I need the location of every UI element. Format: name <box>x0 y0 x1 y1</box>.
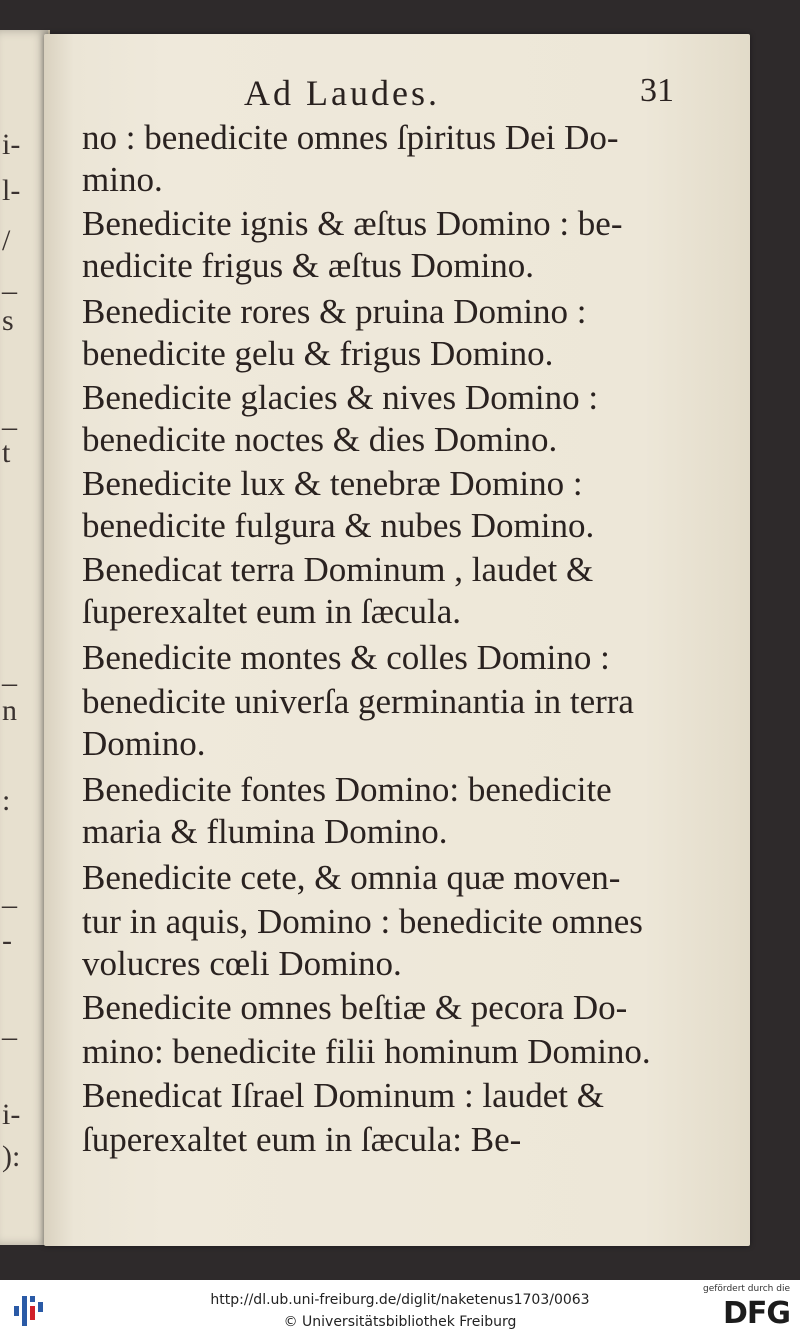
dfg-funding-note: gefördert durch die <box>703 1284 790 1294</box>
text-line: Benedicat Iſrael Dominum : laudet & <box>82 1076 604 1115</box>
text-line: Benedicite cete, & omnia quæ moven- <box>82 858 621 897</box>
edge-glyph: _ <box>2 264 17 297</box>
text-line: volucres cœli Domino. <box>82 944 402 983</box>
permalink-url[interactable]: http://dl.ub.uni-freiburg.de/diglit/naketenus1703/0063 <box>210 1292 590 1308</box>
text-line: Benedicite omnes beſtiæ & pecora Do- <box>82 988 628 1027</box>
text-line: benedicite univerſa germinantia in terra <box>82 682 634 721</box>
text-line: nedicite frigus & æſtus Domino. <box>82 246 535 285</box>
text-line: mino. <box>82 160 163 199</box>
edge-glyph: i- <box>2 128 21 161</box>
dfg-logo: DFG <box>722 1296 790 1331</box>
edge-glyph: - <box>2 924 12 957</box>
page-number: 31 <box>640 72 674 109</box>
text-line: Benedicite glacies & nives Domino : <box>82 378 599 417</box>
edge-glyph: s <box>2 304 14 337</box>
edge-glyph: _ <box>2 1010 17 1043</box>
running-header: Ad Laudes. <box>244 73 440 113</box>
text-line: tur in aquis, Domino : benedicite omnes <box>82 902 643 941</box>
left-page-edge <box>0 30 50 1245</box>
edge-glyph: / <box>2 224 11 257</box>
edge-glyph: t <box>2 436 11 469</box>
text-line: ſuperexaltet eum in ſæcula. <box>82 592 462 631</box>
text-line: benedicite gelu & frigus Domino. <box>82 334 554 373</box>
edge-glyph: _ <box>2 656 17 689</box>
text-line: benedicite noctes & dies Domino. <box>82 420 558 459</box>
text-line: maria & flumina Domino. <box>82 812 448 851</box>
text-line: Domino. <box>82 724 206 763</box>
text-line: no : benedicite omnes ſpiritus Dei Do- <box>82 118 619 157</box>
text-line: ſuperexaltet eum in ſæcula: Be- <box>82 1120 522 1159</box>
text-line: Benedicite montes & colles Domino : <box>82 638 610 677</box>
book-page <box>44 34 750 1246</box>
viewer-footer <box>0 1280 800 1338</box>
edge-glyph: : <box>2 784 11 817</box>
text-line: mino: benedicite filii hominum Domino. <box>82 1032 651 1071</box>
text-line: Benedicite lux & tenebræ Domino : <box>82 464 583 503</box>
edge-glyph: _ <box>2 400 17 433</box>
text-line: benedicite fulgura & nubes Domino. <box>82 506 595 545</box>
edge-glyph: i- <box>2 1098 21 1131</box>
edge-glyph: l- <box>2 174 21 207</box>
text-line: Benedicite rores & pruina Domino : <box>82 292 587 331</box>
text-line: Benedicat terra Dominum , laudet & <box>82 550 594 589</box>
edge-glyph: _ <box>2 878 17 911</box>
edge-glyph: ): <box>2 1140 21 1173</box>
copyright-text: © Universitätsbibliothek Freiburg <box>283 1314 517 1330</box>
edge-glyph: n <box>2 694 17 727</box>
text-line: Benedicite fontes Domino: benedicite <box>82 770 612 809</box>
text-line: Benedicite ignis & æſtus Domino : be- <box>82 204 623 243</box>
